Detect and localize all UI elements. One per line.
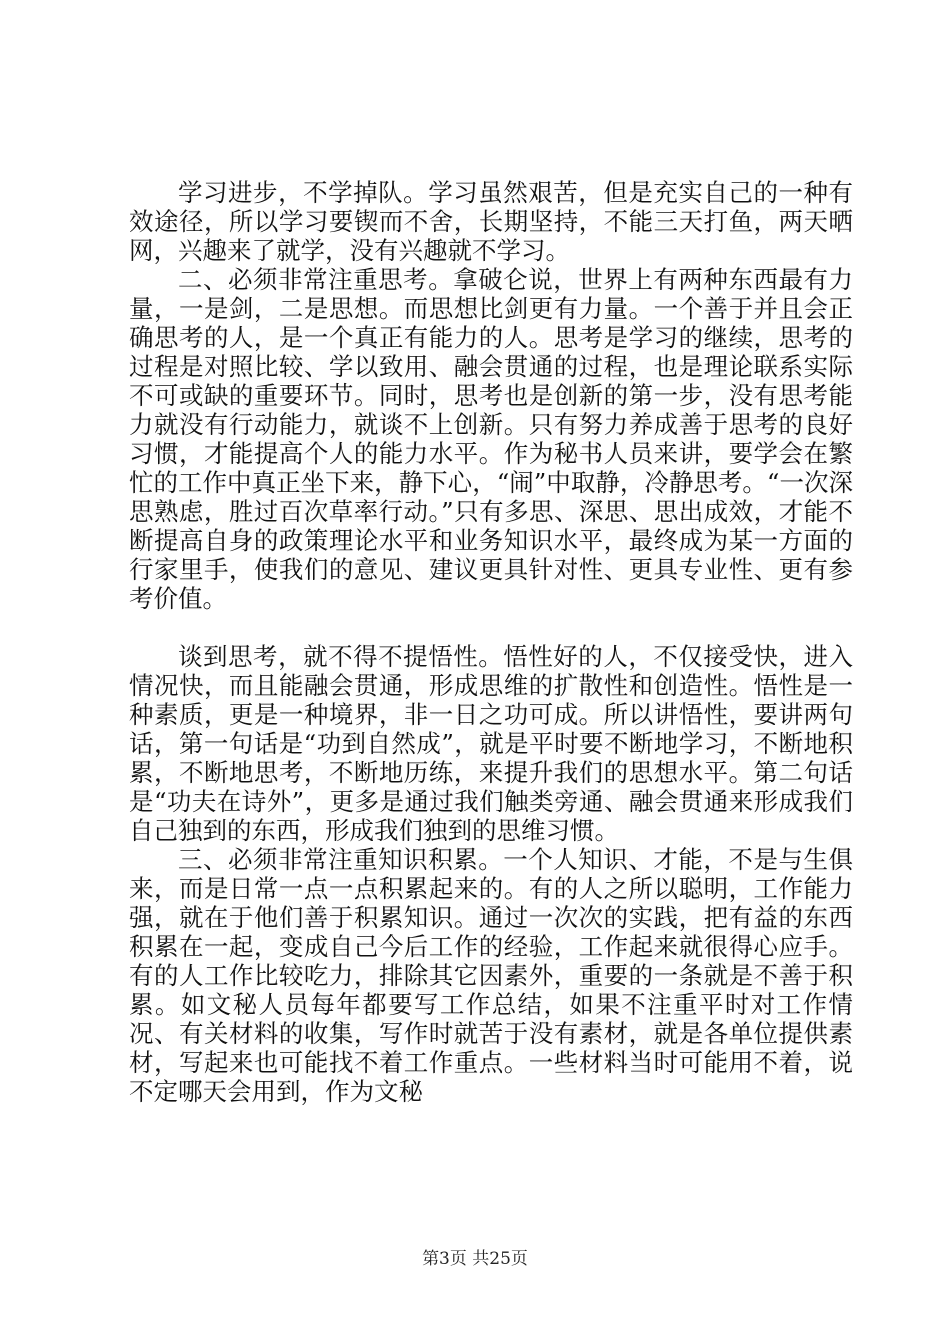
paragraph-gap xyxy=(129,613,853,642)
page-number: 第3页 共25页 xyxy=(422,1249,528,1269)
paragraph-study: 学习进步，不学掉队。学习虽然艰苦，但是充实自己的一种有效途径，所以学习要锲而不舍，长期坚持，不能三天打鱼，两天晒网，兴趣来了就学，没有兴趣就不学习。 xyxy=(129,178,853,265)
paragraph-thinking: 二、必须非常注重思考。拿破仑说，世界上有两种东西最有力量，一是剑，二是思想。而思想比剑更有力量。一个善于并且会正确思考的人，是一个真正有能力的人。思考是学习的继续，思考的过程是对照比较、学以致用、融会贯通的过程，也是理论联系实际不可或缺的重要环节。同时，思考也是创新的第一步，没有思考能力就没有行动能力，就谈不上创新。只有努力养成善于思考的良好习惯，才能提高个人的能力水平。作为秘书人员来讲，要学会在繁忙的工作中真正坐下来，静下心，“闹”中取静，冷静思考。“一次深思熟虑，胜过百次草率行动。”只有多思、深思、思出成效，才能不断提高自身的政策理论水平和业务知识水平，最终成为某一方面的行家里手，使我们的意见、建议更具针对性、更具专业性、更有参考价值。 xyxy=(129,265,853,613)
paragraph-insight: 谈到思考，就不得不提悟性。悟性好的人，不仅接受快，进入情况快，而且能融会贯通，形成思维的扩散性和创造性。悟性是一种素质，更是一种境界，非一日之功可成。所以讲悟性，要讲两句话，第一句话是“功到自然成”，就是平时要不断地学习，不断地积累，不断地思考，不断地历练，来提升我们的思想水平。第二句话是“功夫在诗外”，更多是通过我们触类旁通、融会贯通来形成我们自己独到的东西，形成我们独到的思维习惯。 xyxy=(129,642,853,845)
paragraph-knowledge: 三、必须非常注重知识积累。一个人知识、才能，不是与生俱来，而是日常一点一点积累起来的。有的人之所以聪明，工作能力强，就在于他们善于积累知识。通过一次次的实践，把有益的东西积累在一起，变成自己今后工作的经验，工作起来就很得心应手。有的人工作比较吃力，排除其它因素外，重要的一条就是不善于积累。如文秘人员每年都要写工作总结，如果不注重平时对工作情况、有关材料的收集，写作时就苦于没有素材，就是各单位提供素材，写起来也可能找不着工作重点。一些材料当时可能用不着，说不定哪天会用到，作为文秘 xyxy=(129,845,853,1106)
document-body xyxy=(129,178,853,1106)
